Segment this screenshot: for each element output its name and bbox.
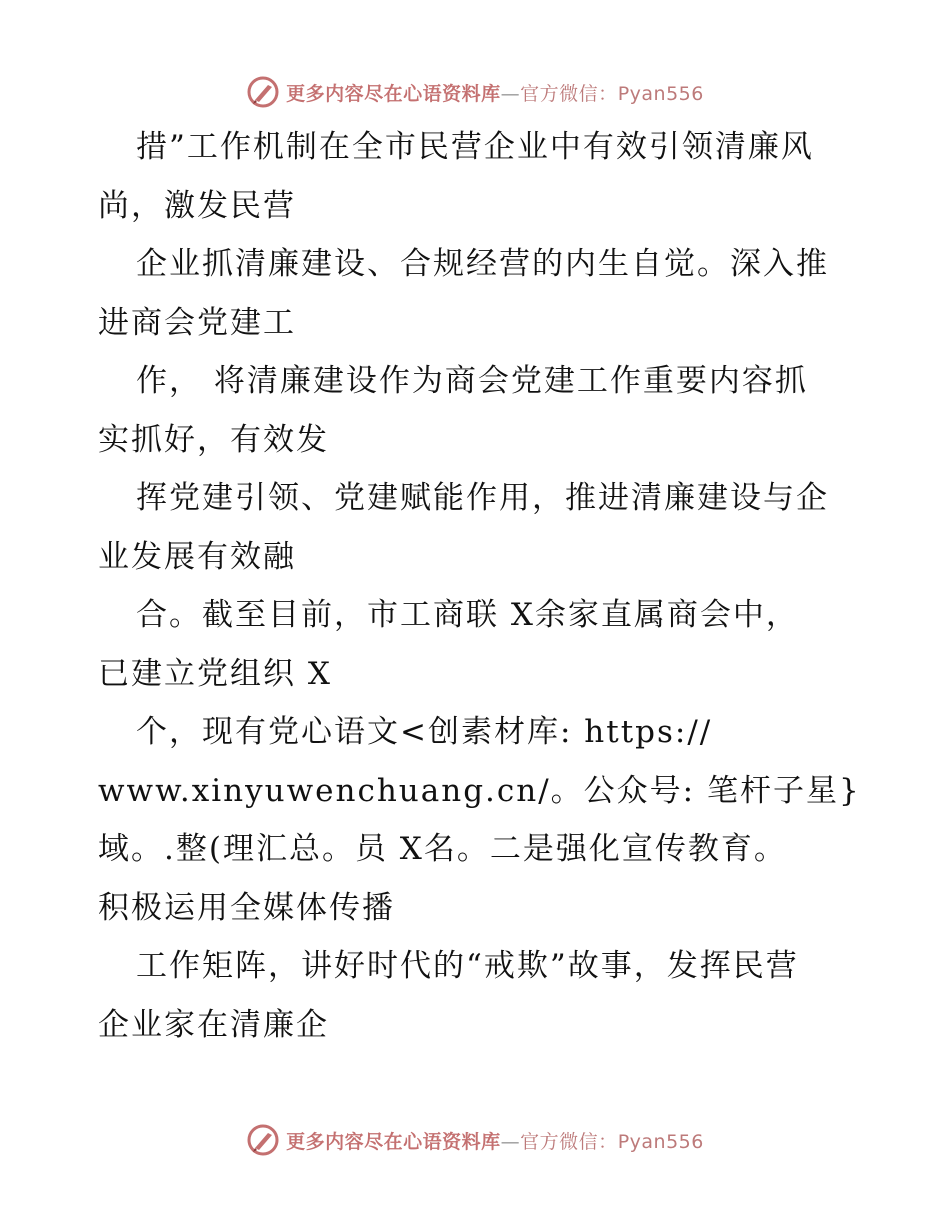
text-line: 工作矩阵，讲好时代的“戒欺”故事，发挥民营 [136, 948, 799, 984]
text-line: 积极运用全媒体传播 [98, 889, 395, 926]
text-line: 实抓好，有效发 [98, 421, 329, 458]
watermark-account-label: 官方微信： [520, 82, 618, 105]
text-line: www.xinyuwenchuang.cn/。公众号: 笔杆子星} [98, 772, 861, 809]
quill-pen-logo-icon [246, 1123, 280, 1157]
text-line: 业发展有效融 [98, 538, 296, 575]
watermark-brand: 更多内容尽在心语资料库 [286, 82, 501, 105]
watermark-account-label: 官方微信： [520, 1130, 618, 1153]
quill-pen-logo-icon [246, 75, 280, 109]
watermark-brand: 更多内容尽在心语资料库 [286, 1130, 501, 1153]
text-line: 尚，激发民营 [98, 187, 296, 224]
footer-watermark [0, 1118, 950, 1162]
text-line: 措”工作机制在全市民营企业中有效引领清廉风 [136, 129, 814, 165]
text-line: 合。截至目前，市工商联 X余家直属商会中， [136, 597, 799, 633]
text-line: 进商会党建工 [98, 304, 296, 341]
header-watermark [0, 70, 950, 114]
watermark-account-id: Pyan556 [617, 82, 704, 105]
document-body [98, 118, 861, 1054]
text-line: 企业抓清廉建设、合规经营的内生自觉。深入推 [136, 246, 829, 282]
text-line: 域。.整(理汇总。员 X名。二是强化宣传教育。 [98, 831, 787, 867]
watermark-account-id: Pyan556 [617, 1130, 704, 1153]
watermark-separator: — [500, 82, 521, 105]
text-line: 挥党建引领、党建赋能作用，推进清廉建设与企 [136, 480, 829, 516]
text-line: 已建立党组织 X [98, 655, 332, 692]
text-line: 企业家在清廉企 [98, 1006, 329, 1043]
text-line: 作， 将清廉建设作为商会党建工作重要内容抓 [136, 363, 808, 399]
watermark-separator: — [500, 1130, 521, 1153]
text-line: 个，现有党心语文<创素材库: https:// [136, 714, 713, 750]
